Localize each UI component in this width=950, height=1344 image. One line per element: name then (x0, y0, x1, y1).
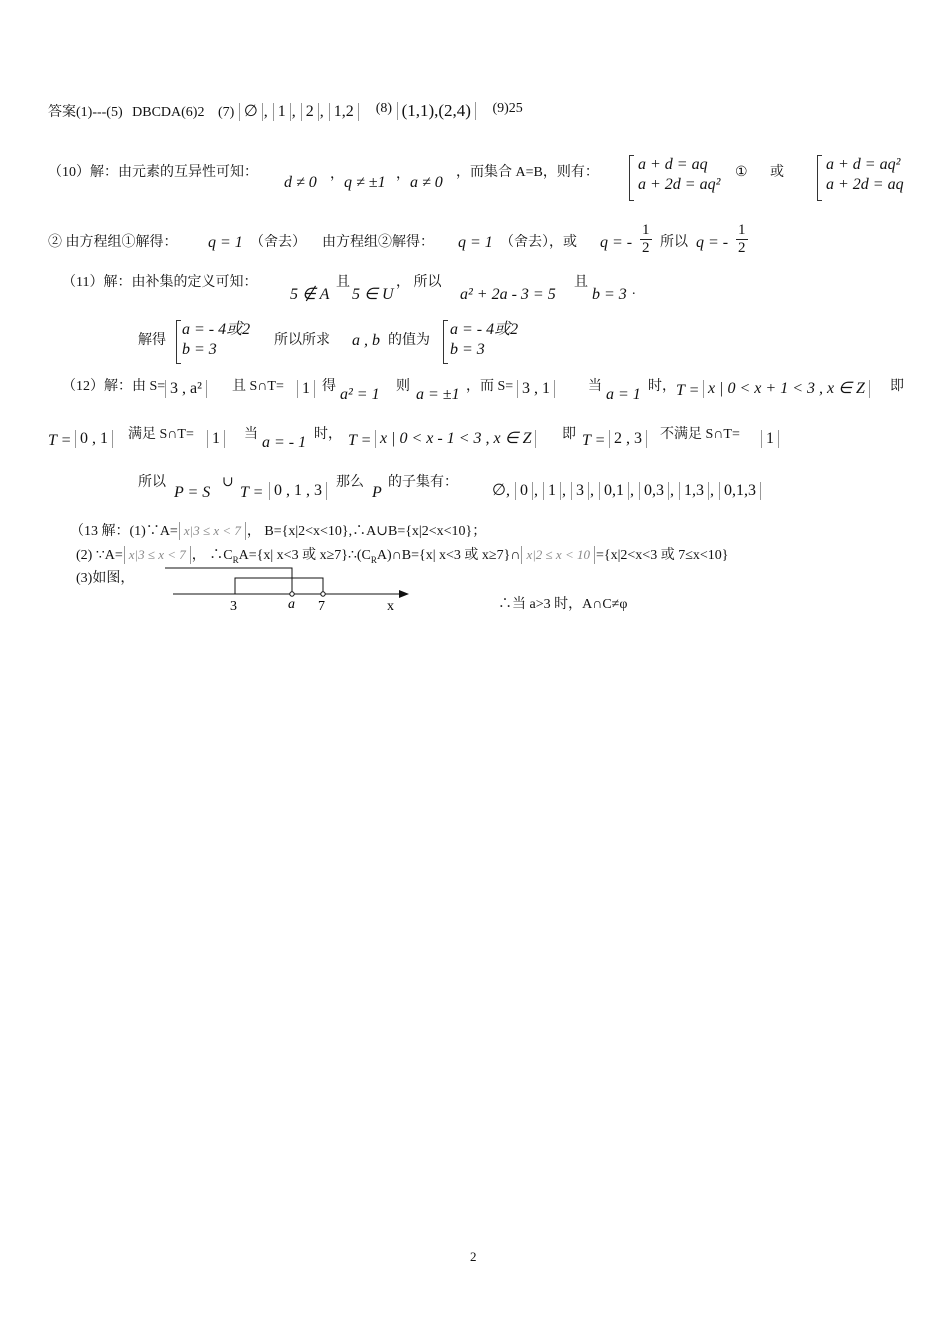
q10-cond-q: q ≠ ±1 (344, 174, 386, 191)
q10-line2-a: ② 由方程组①解得： (48, 235, 178, 250)
set-C-bracket (165, 568, 292, 594)
q12-e: ，而 S= (466, 379, 514, 394)
q10-line2-b: 由方程组②解得： (322, 235, 434, 250)
and-word: 且 (336, 275, 350, 290)
set-empty: ∅ (239, 103, 263, 121)
fraction-numerator: 1 (642, 222, 650, 238)
period: . (632, 283, 636, 298)
q12-l2-a: 满足 S∩T= (128, 427, 194, 442)
set-T-23: 2 , 3 (609, 430, 647, 448)
q10-intro: （10）解：由元素的互异性可知： (48, 165, 258, 180)
mc-answers: DBCDA(6)2 (132, 105, 205, 120)
subset: 0,3 (639, 482, 669, 500)
subset: 3 (571, 482, 589, 500)
number-line-figure (165, 560, 415, 616)
tick-label-3: 3 (230, 599, 237, 614)
P-eq-S: P = S (174, 484, 211, 501)
set-T2: x | 0 < x - 1 < 3 , x ∈ Z (375, 430, 536, 448)
set-A: x|3 ≤ x < 7 (124, 546, 191, 564)
q13-l3-a: (3)如图， (76, 571, 135, 586)
comma: ， (396, 167, 410, 182)
q12-h: 即 (890, 379, 904, 394)
T-def: T = (676, 382, 700, 399)
q10-cond-a: a ≠ 0 (410, 174, 443, 191)
point-7 (321, 592, 325, 596)
answers-line (48, 100, 523, 122)
set-1: 1 (273, 103, 291, 121)
q-eq-4: q = - (696, 234, 729, 251)
q12-g: 时， (648, 379, 676, 394)
q12-l2-b: 当 (244, 427, 258, 442)
q11-solution-2 (450, 320, 518, 360)
q13-l2-d: A)∩B={x| x<3 或 x≥7}∩ (376, 548, 521, 563)
set-S2: 3 , 1 (517, 380, 555, 398)
discard-2: （舍去），或 (500, 235, 577, 250)
q12-b: 且 S∩T= (232, 379, 284, 394)
q7-label: (7) (217, 105, 235, 120)
cup-symbol: ∪ (222, 475, 234, 490)
q12-eq3: a = 1 (606, 386, 641, 403)
brace (817, 155, 822, 201)
fraction-denominator: 2 (738, 240, 746, 256)
q8-answer-set: (1,1),(2,4) (397, 102, 476, 120)
axis-label-x: x (387, 599, 394, 614)
set-T1: x | 0 < x + 1 < 3 , x ∈ Z (703, 380, 870, 398)
fraction-denominator: 2 (642, 240, 650, 256)
P-label: P (372, 484, 382, 501)
q11-cond-2: 5 ∈ U (352, 286, 394, 303)
q12-l2-eq: a = - 1 (262, 434, 307, 451)
system-eq: a + d = aq² (826, 156, 901, 173)
subscript-R: R (370, 554, 377, 565)
T-label: T = (582, 432, 606, 449)
q-eq-1: q = 1 (208, 234, 243, 251)
q12-l2-c: 时， (314, 427, 342, 442)
circle-one: ① (735, 165, 748, 180)
set-A-bracket (235, 578, 323, 594)
subset: 0,1,3 (719, 482, 761, 500)
or-word: 或 (770, 165, 784, 180)
system-eq: a + 2d = aq (826, 176, 904, 193)
q13-l2-b: ， ∴C (191, 548, 233, 563)
q12-l2-d: 即 (562, 427, 576, 442)
tick-label-a: a (288, 597, 295, 612)
set-one: 1 (207, 430, 225, 448)
subset: 1 (543, 482, 561, 500)
q11-mid: 所以所求 (274, 333, 330, 348)
set-one: 1 (761, 430, 779, 448)
q11-equation-2: b = 3 (592, 286, 627, 303)
set-T-01: 0 , 1 (75, 430, 113, 448)
set-A: x|3 ≤ x < 7 (179, 522, 246, 540)
q10-mid: ，而集合 A=B，则有： (456, 165, 599, 180)
subset: 0 (515, 482, 533, 500)
answers-label: 答案(1)---(5) (48, 105, 123, 120)
q13-conclusion: ∴当 a>3 时，A∩C≠φ (498, 597, 628, 612)
solution-a: a = - 4或2 (450, 321, 519, 338)
q13-l1-b: ， B={x|2<x<10},∴A∪B={x|2<x<10}； (246, 524, 487, 539)
q9-answer: (9)25 (492, 101, 523, 116)
so-word: 所以 (660, 235, 688, 250)
subset: ∅ (492, 482, 506, 499)
q12-f: 当 (588, 379, 602, 394)
fraction-numerator: 1 (738, 222, 746, 238)
q10-system-2 (826, 155, 904, 195)
page-number: 2 (470, 1249, 477, 1264)
q-eq-2: q = 1 (458, 234, 493, 251)
subset: 0,1 (599, 482, 629, 500)
brace (629, 155, 634, 201)
q10-system-1 (638, 155, 720, 195)
fraction-half-2 (736, 222, 748, 257)
set-S: 3 , a² (165, 380, 207, 398)
q11-intro: （11）解：由补集的定义可知： (62, 275, 258, 290)
q12-eq1: a² = 1 (340, 386, 380, 403)
and-word: 且 (574, 275, 588, 290)
solution-a: a = - 4或2 (182, 321, 251, 338)
q12-a: （12）解：由 S= (62, 379, 166, 394)
ab-vars: a , b (352, 332, 380, 349)
q12-l2-e: 不满足 S∩T= (660, 427, 740, 442)
discard-1: （舍去） (250, 235, 306, 250)
comma: ， (330, 167, 344, 182)
set-P: 0 , 1 , 3 (269, 482, 327, 500)
q11-so: ， 所以 (396, 275, 442, 290)
q12-l3-a: 所以 (138, 475, 166, 490)
q7-answer-set: ∅ , 1 , 2 , 1,2 (238, 103, 364, 120)
system-eq: a + 2d = aq² (638, 176, 721, 193)
point-a (290, 592, 294, 596)
brace (443, 320, 448, 364)
T-label: T = (348, 432, 372, 449)
arrow-head-icon (399, 590, 409, 598)
set-2: 2 (301, 103, 319, 121)
q12-c: 得 (322, 379, 336, 394)
q13-l1 (70, 522, 486, 541)
tick-label-7: 7 (318, 599, 325, 614)
T-label: T = (48, 432, 72, 449)
value-word: 的值为 (388, 333, 430, 348)
fraction-half-1 (640, 222, 652, 257)
subset: 1,3 (679, 482, 709, 500)
q10-cond-d: d ≠ 0 (284, 174, 317, 191)
subscript-R: R (232, 554, 239, 565)
q12-d: 则 (396, 379, 410, 394)
subset-list: ∅, 0 , 1 , 3 , 0,1 , 0,3 , 1,3 , 0,1,3 (492, 482, 762, 500)
q11-equation: a² + 2a - 3 = 5 (460, 286, 556, 303)
T-label: T = (240, 484, 264, 501)
q12-l3-b: 那么 (336, 475, 364, 490)
q13-l2-a: (2) ∵A= (76, 548, 123, 563)
q12-eq2: a = ±1 (416, 386, 460, 403)
set-B: x|2 ≤ x < 10 (521, 546, 595, 564)
q13-l2-c: A={x| x<3 或 x≥7}∴(C (238, 548, 371, 563)
q13-l2-e: ={x|2<x<3 或 7≤x<10} (595, 548, 729, 563)
q8-label: (8) (375, 101, 393, 116)
solution-b: b = 3 (450, 341, 485, 358)
system-eq: a + d = aq (638, 156, 708, 173)
q12-l3-c: 的子集有： (388, 475, 458, 490)
set-one: 1 (297, 380, 315, 398)
q13-l1-a: （13 解：(1)∵A= (70, 524, 178, 539)
q-eq-3: q = - (600, 234, 633, 251)
solve-word: 解得 (138, 333, 166, 348)
brace (176, 320, 181, 364)
solution-b: b = 3 (182, 341, 217, 358)
set-1-2: 1,2 (329, 103, 359, 121)
q11-cond-1: 5 ∉ A (290, 286, 330, 303)
q11-solution (182, 320, 250, 360)
